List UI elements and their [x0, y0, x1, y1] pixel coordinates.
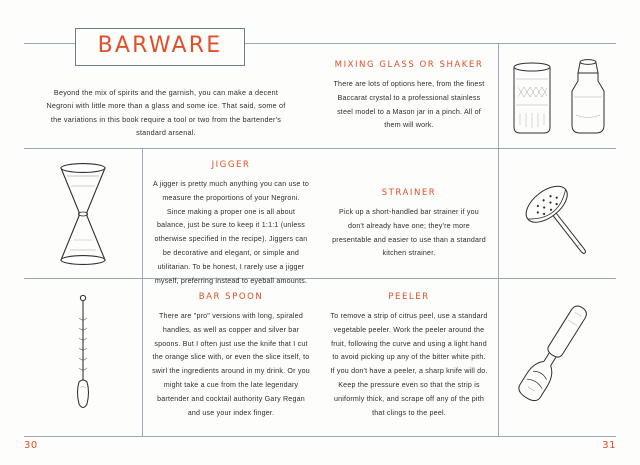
- mixing-glass-and-shaker-illustration: [502, 56, 616, 142]
- chapter-title-wrap: [0, 28, 320, 66]
- jigger-illustration: [24, 155, 142, 273]
- jigger-heading: JIGGER: [211, 160, 251, 170]
- page-number-right: 31: [602, 440, 616, 451]
- page-title: BARWARE: [75, 28, 246, 66]
- chapter-intro: Beyond the mix of spirits and the garnish, you can make a decent Negroni with little more than a glass and some ice. That said, some of the variations in this book require a tool or two from the bartender's standard arsenal.: [46, 88, 286, 137]
- right-page: [320, 0, 640, 465]
- section-strainer: [330, 188, 488, 261]
- strainer-illustration: [502, 170, 616, 270]
- peeler-illustration: [502, 296, 616, 420]
- strainer-heading: STRAINER: [381, 188, 437, 198]
- rule-vertical-right-page: [498, 43, 499, 436]
- section-jigger: [152, 160, 310, 289]
- rule-between-strainer-peeler: [320, 278, 616, 279]
- rule-bottom-right: [320, 436, 616, 437]
- rule-between-mixing-strainer: [320, 148, 616, 149]
- rule-vertical-left-page: [142, 148, 143, 436]
- rule-bottom-left: [24, 436, 320, 437]
- section-bar-spoon: [152, 292, 310, 421]
- rule-top-right: [320, 43, 616, 44]
- bar-spoon-body: There are "pro" versions with long, spiraled handles, as well as copper and silver bar spoons. But I often just use the knife that I cut the orange slice with, or even the slice itself, to swirl the ingredients around in my drink. Or you might take a cue from the late legendary bartender and cocktail authority Gary Regan and use your index finger.: [152, 312, 310, 417]
- bar-spoon-heading: BAR SPOON: [198, 292, 264, 302]
- section-mixing-glass: [330, 60, 488, 133]
- section-peeler: [330, 292, 488, 421]
- peeler-heading: PEELER: [388, 292, 430, 302]
- rule-below-intro: [24, 148, 320, 149]
- mixing-glass-body: There are lots of options here, from the finest Baccarat crystal to a professional stainless steel model to a Mason jar in a pinch. All of them will work.: [333, 80, 485, 130]
- mixing-glass-heading: MIXING GLASS OR SHAKER: [334, 60, 484, 70]
- bar-spoon-illustration: [24, 290, 142, 430]
- strainer-body: Pick up a short-handled bar strainer if you don't already have one; they're more presentable and easier to use than a standard kitchen strainer.: [332, 208, 486, 258]
- jigger-body: A jigger is pretty much anything you can use to measure the proportions of your Negroni. Since making a proper one is all about balance, just be sure to keep it 1:1:1 (unless otherwise specified in the recipe). Jiggers can be decorative and elegant, or simple and utilitarian. To be honest, I rarely use a jigger myself, preferring instead to eyeball amounts.: [152, 180, 310, 285]
- page-number-left: 30: [24, 440, 38, 451]
- peeler-body: To remove a strip of citrus peel, use a standard vegetable peeler. Work the peeler around the fruit, following the curve and using a light hand to avoid picking up any of the bitter white pith. If you don't have a peeler, a sharp knife will do. Keep the pressure even so that the strip is uniformly thick, and scrape off any of the pith that clings to the peel.: [330, 312, 488, 417]
